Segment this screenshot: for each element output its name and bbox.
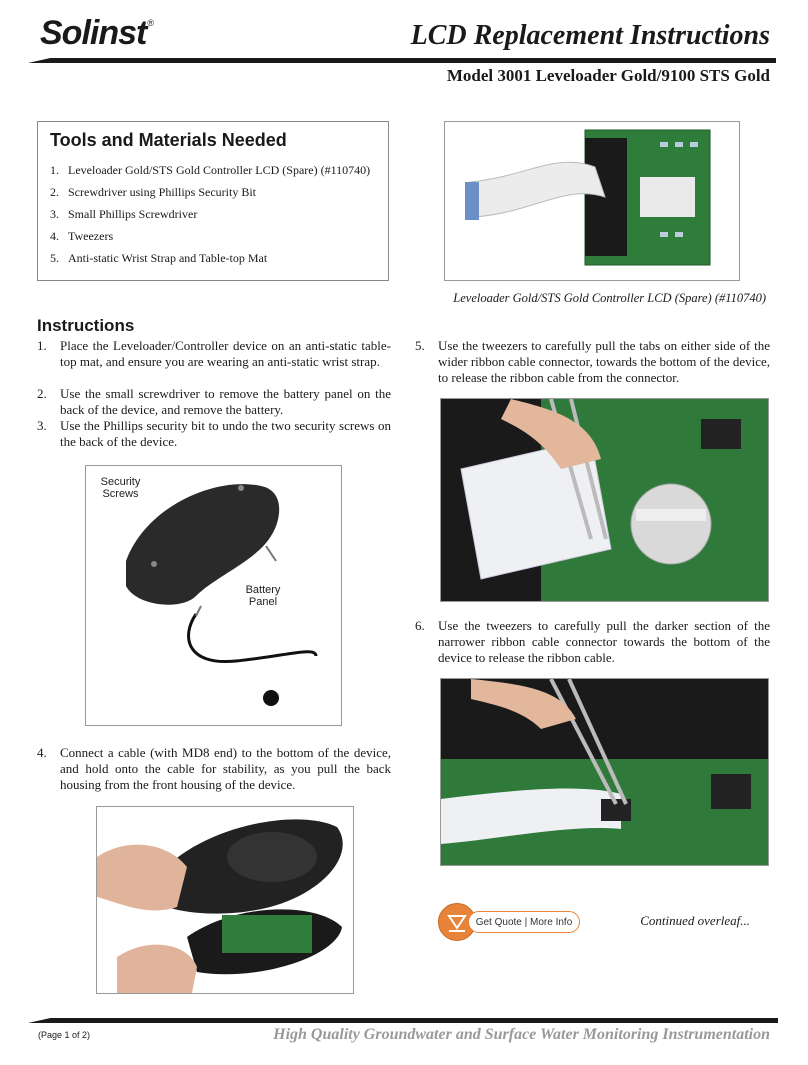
housing-open-photo [96, 806, 354, 994]
tools-item-text: Small Phillips Screwdriver [68, 207, 198, 221]
step-number: 6. [415, 618, 425, 633]
tools-item-text: Tweezers [68, 229, 114, 243]
instructions-heading: Instructions [37, 316, 135, 335]
footer-tagline: High Quality Groundwater and Surface Water Monitoring Instrumentation [273, 1026, 770, 1043]
quote-separator: | [524, 917, 528, 928]
security-screws-label: Security Screws [100, 476, 141, 500]
step-2 [37, 386, 391, 418]
tools-item-text: Leveloader Gold/STS Gold Controller LCD (Spare) (#110740) [68, 163, 371, 177]
step-text: Use the Phillips security bit to undo the two security screws on the back of the device. [60, 418, 391, 449]
tools-list [50, 159, 376, 269]
brand-logo [40, 14, 153, 53]
step-1 [37, 338, 391, 370]
narrow-connector-photo [440, 678, 769, 866]
tools-item [50, 181, 376, 203]
logo-text: Solinst [40, 14, 147, 52]
tools-materials-box [37, 121, 389, 281]
tools-item [50, 247, 376, 269]
step-number: 4. [37, 745, 47, 760]
step-text: Place the Leveloader/Controller device on an anti-static table-top mat, and ensure you are wearing an anti-static wrist strap. [60, 338, 391, 369]
step-text: Use the small screwdriver to remove the battery panel on the back of the device, and remove the battery. [60, 386, 391, 417]
step-text: Connect a cable (with MD8 end) to the bottom of the device, and hold onto the cable for stability, as you pull the back housing from the front housing of the device. [60, 745, 391, 792]
step-number: 2. [37, 386, 47, 401]
lcd-caption: Leveloader Gold/STS Gold Controller LCD (Spare) (#110740) [453, 291, 766, 305]
tools-item-num: 5. [50, 251, 59, 265]
get-quote-button[interactable] [438, 903, 582, 941]
wide-connector-photo [440, 398, 769, 602]
step-number: 1. [37, 338, 47, 353]
tools-item-num: 4. [50, 229, 59, 243]
tools-item-text: Screwdriver using Phillips Security Bit [68, 185, 256, 199]
battery-panel-label: Battery Panel [245, 584, 281, 608]
step-6 [415, 618, 770, 666]
step-text: Use the tweezers to carefully pull the darker section of the narrower ribbon cable connector towards the bottom of the device to release the ribbon cable. [438, 618, 770, 665]
tools-item [50, 159, 376, 181]
tools-item-text: Anti-static Wrist Strap and Table-top Mat [68, 251, 268, 265]
footer-rule [28, 1018, 778, 1023]
quote-pill [468, 911, 580, 933]
document-title: LCD Replacement Instructions [410, 20, 770, 51]
tools-heading: Tools and Materials Needed [50, 130, 287, 150]
model-subtitle: Model 3001 Leveloader Gold/9100 STS Gold [446, 66, 770, 85]
tools-item-num: 2. [50, 185, 59, 199]
step-number: 3. [37, 418, 47, 433]
more-info-label[interactable]: More Info [530, 917, 573, 928]
tools-item [50, 203, 376, 225]
step-5 [415, 338, 770, 386]
header-rule [28, 58, 776, 63]
registered-mark: ® [147, 18, 153, 28]
step-number: 5. [415, 338, 425, 353]
device-back-photo [85, 465, 342, 726]
step-text: Use the tweezers to carefully pull the tabs on either side of the wider ribbon cable connector, towards the bottom of the device, to release the ribbon cable from the connector. [438, 338, 770, 385]
lcd-spare-photo [444, 121, 740, 281]
tools-item-num: 1. [50, 163, 59, 177]
tools-item [50, 225, 376, 247]
get-quote-label[interactable]: Get Quote [475, 917, 522, 928]
tools-item-num: 3. [50, 207, 59, 221]
continued-note: Continued overleaf... [640, 913, 750, 928]
step-3 [37, 418, 391, 450]
step-4 [37, 745, 391, 793]
page-number: (Page 1 of 2) [38, 1030, 91, 1040]
